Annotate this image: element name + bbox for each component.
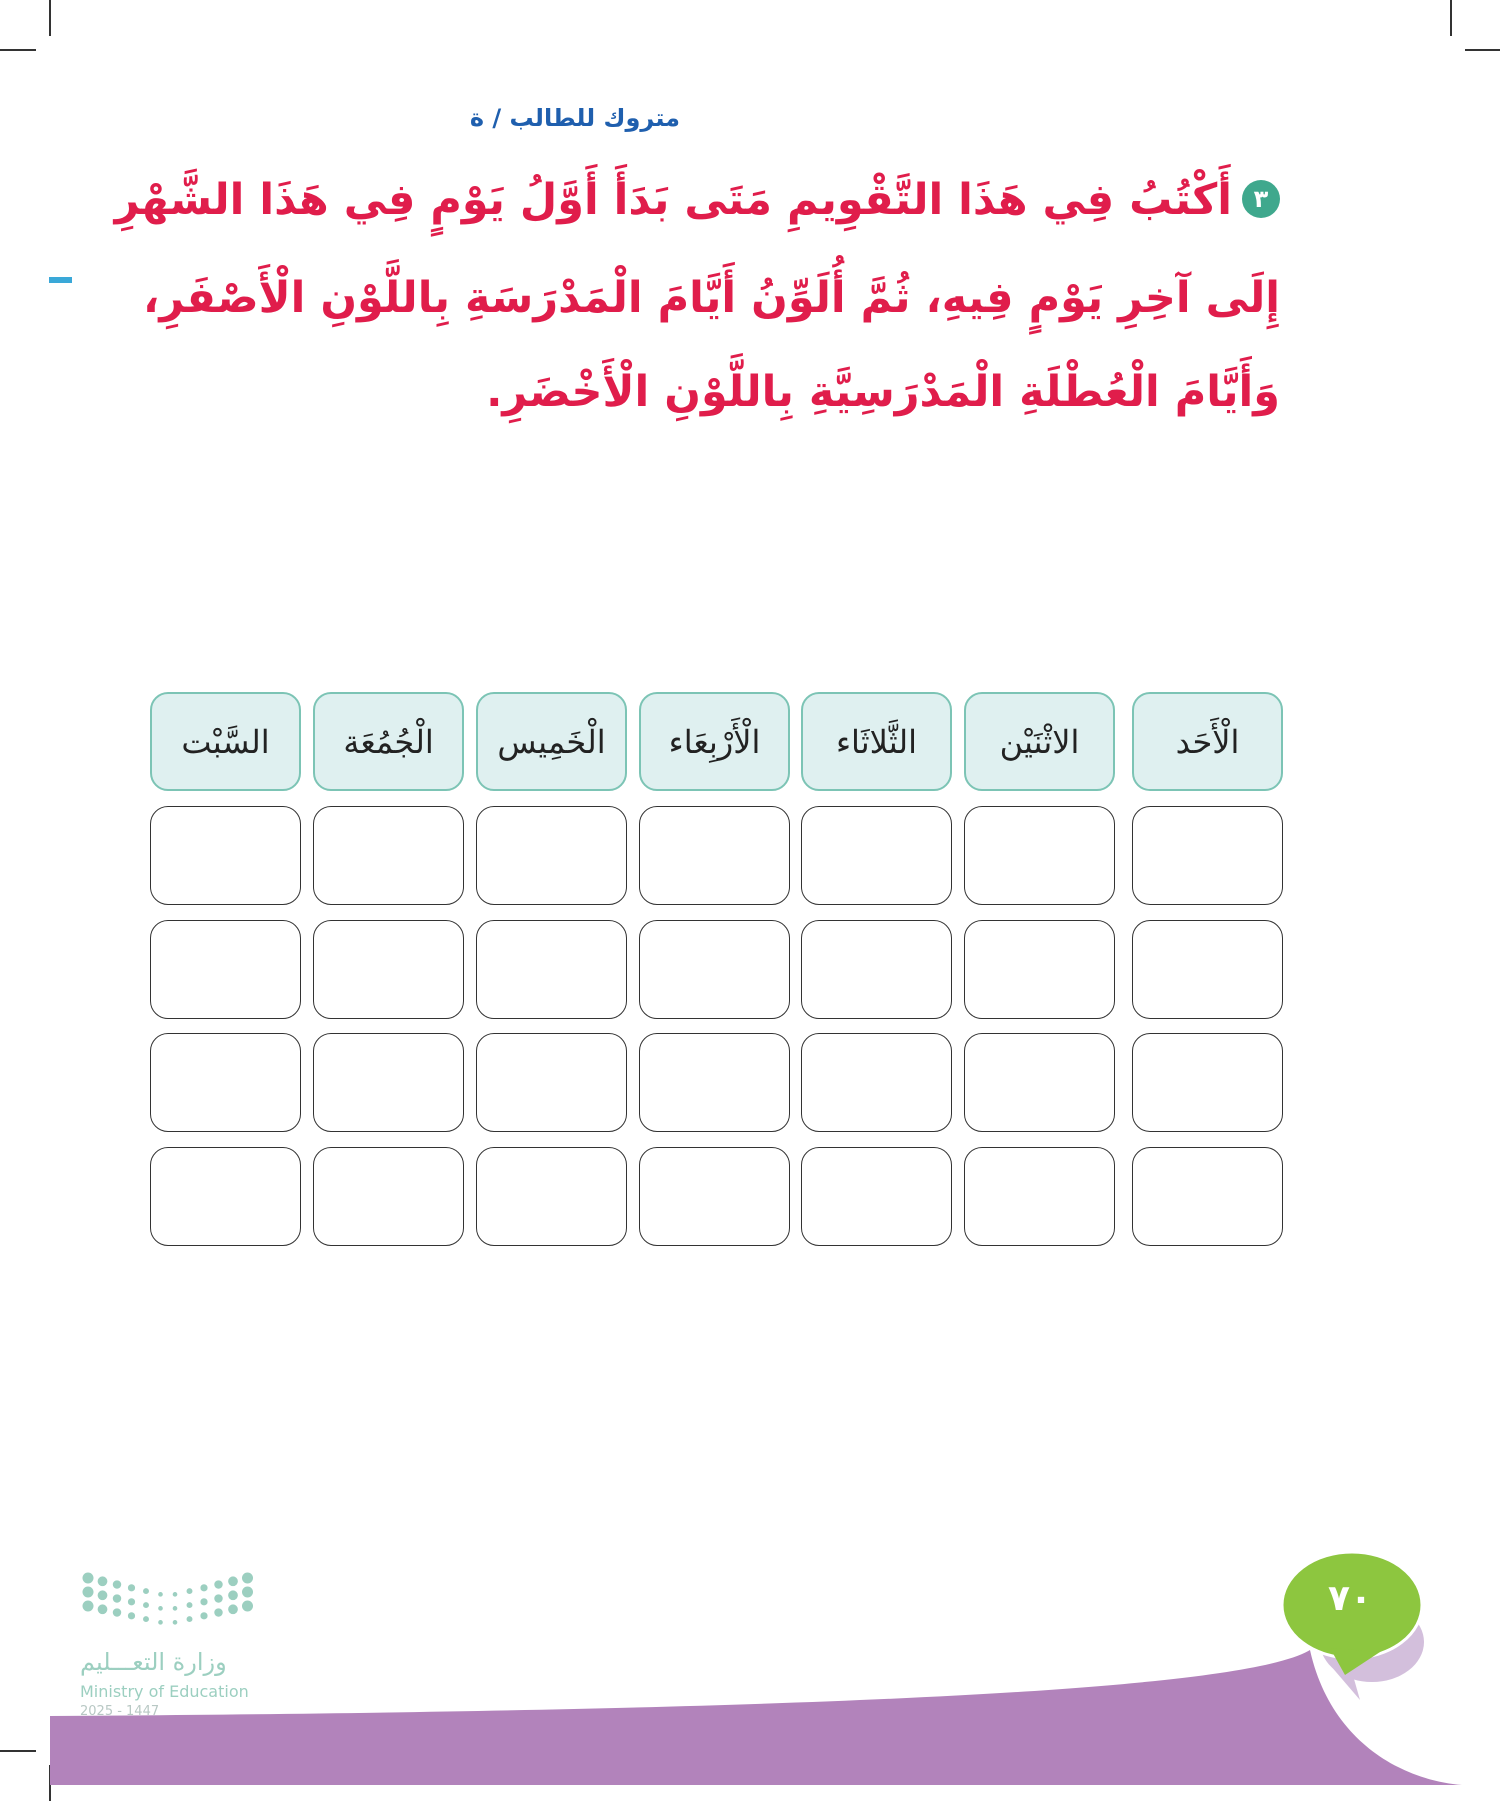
logo-dot [158,1606,163,1611]
calendar-cell[interactable] [964,920,1115,1019]
logo-dot [228,1604,238,1614]
day-header: الْجُمُعَة [313,692,464,791]
calendar-cell[interactable] [313,920,464,1019]
calendar-cell[interactable] [476,1147,627,1246]
ministry-name-ar: وزارة التعـــليم [80,1648,227,1676]
calendar-cell[interactable] [476,920,627,1019]
day-header: الاثْنَيْن [964,692,1115,791]
logo-dot [143,1588,149,1594]
calendar-cell[interactable] [964,1033,1115,1132]
calendar-cell[interactable] [150,806,301,905]
calendar-cell[interactable] [639,1147,790,1246]
logo-dot [158,1620,163,1625]
logo-dot [128,1598,135,1605]
calendar-cell[interactable] [150,1147,301,1246]
calendar-cell[interactable] [476,1033,627,1132]
day-header: الثَّلاثَاء [801,692,952,791]
day-header: الْأَرْبِعَاء [639,692,790,791]
logo-dot [83,1587,94,1598]
day-header: الْخَمِيس [476,692,627,791]
band-shape [50,1650,1462,1785]
crop-mark [1450,0,1452,36]
logo-dot [200,1598,207,1605]
ministry-name-en: Ministry of Education [80,1682,249,1701]
logo-dot [187,1616,193,1622]
logo-dot [143,1602,149,1608]
calendar-cell[interactable] [801,920,952,1019]
logo-dot [200,1612,207,1619]
calendar-cell[interactable] [639,806,790,905]
logo-dot [214,1608,222,1616]
logo-dot [242,1573,253,1584]
calendar-cell[interactable] [1132,1033,1283,1132]
logo-dot [242,1587,253,1598]
logo-dot [98,1590,108,1600]
logo-dot [83,1573,94,1584]
day-header: الْأَحَد [1132,692,1283,791]
logo-dot [187,1602,193,1608]
logo-dot [173,1592,178,1597]
subtitle: متروك للطالب / ة [469,104,680,132]
day-header: السَّبْت [150,692,301,791]
instruction-line-1: أَكْتُبُ فِي هَذَا التَّقْوِيمِ مَتَى بَدَأَ أَوَّلُ يَوْمٍ فِي هَذَا الشَّهْرِ [114,175,1232,225]
calendar-cell[interactable] [1132,1147,1283,1246]
logo-dot [98,1576,108,1586]
calendar-cell[interactable] [801,1033,952,1132]
calendar-cell[interactable] [639,1033,790,1132]
instruction-line-3: وَأَيَّامَ الْعُطْلَةِ الْمَدْرَسِيَّةِ بِاللَّوْنِ الْأَخْضَرِ. [486,367,1280,417]
calendar-cell[interactable] [1132,806,1283,905]
margin-marker [49,277,72,283]
logo-dot [173,1620,178,1625]
calendar-cell[interactable] [150,1033,301,1132]
logo-dot [113,1594,121,1602]
logo-dot [128,1612,135,1619]
logo-dot [228,1590,238,1600]
calendar-cell[interactable] [801,806,952,905]
calendar-cell[interactable] [313,1033,464,1132]
logo-dot [113,1608,121,1616]
logo-dot [83,1601,94,1612]
calendar-cell[interactable] [150,920,301,1019]
calendar-cell[interactable] [639,920,790,1019]
logo-dot [143,1616,149,1622]
calendar-cell[interactable] [476,806,627,905]
crop-mark [1465,49,1500,51]
logo-dot [158,1592,163,1597]
calendar-cell[interactable] [313,1147,464,1246]
ministry-logo-icon [80,1572,260,1632]
calendar-cell[interactable] [964,1147,1115,1246]
logo-dot [200,1584,207,1591]
exercise-number: ٣ [1242,180,1280,218]
calendar-cell[interactable] [313,806,464,905]
logo-dot [214,1594,222,1602]
crop-mark [0,49,36,51]
calendar-cell[interactable] [801,1147,952,1246]
instruction-line-2: إِلَى آخِرِ يَوْمٍ فِيهِ، ثُمَّ أُلَوِّنُ أَيَّامَ الْمَدْرَسَةِ بِاللَّوْنِ الْأَصْفَرِ، [143,273,1280,323]
calendar-cell[interactable] [964,806,1115,905]
edition-year: 2025 - 1447 [80,1704,160,1719]
page-number: ٧٠ [1328,1578,1372,1619]
logo-dot [128,1584,135,1591]
logo-dot [98,1604,108,1614]
logo-dot [214,1580,222,1588]
logo-dot [242,1601,253,1612]
crop-mark [49,0,51,36]
calendar-cell[interactable] [1132,920,1283,1019]
logo-dot [228,1576,238,1586]
logo-dot [113,1580,121,1588]
logo-dot [173,1606,178,1611]
logo-dot [187,1588,193,1594]
